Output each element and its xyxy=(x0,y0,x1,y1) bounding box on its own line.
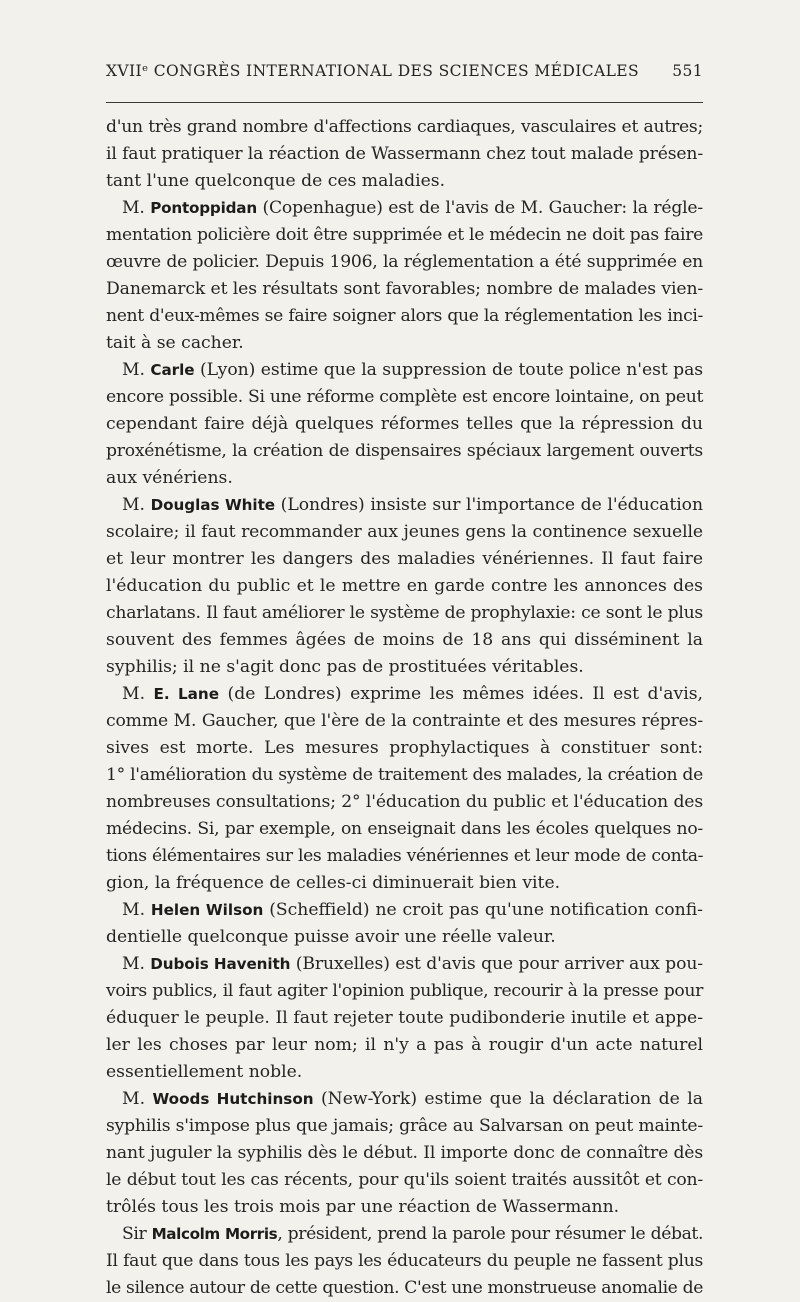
line-text: dentielle quelconque puisse avoir une réelle valeur. xyxy=(106,927,556,947)
line-text: cependant faire déjà quelques réformes telles que la répression du xyxy=(106,414,703,434)
line-text: voirs publics, il faut agiter l'opinion publique, recourir à la presse pour xyxy=(106,981,703,1001)
text-line xyxy=(106,1248,703,1275)
running-title: XVIIᵉ CONGRÈS INTERNATIONAL DES SCIENCES MÉDICALES xyxy=(106,62,640,80)
text-line xyxy=(106,1005,703,1032)
line-text: ler les choses par leur nom; il n'y a pas à rougir d'un acte naturel xyxy=(106,1035,703,1055)
line-text: aux vénériens. xyxy=(106,468,233,488)
line-text: 1° l'amélioration du système de traitement des malades, la création de xyxy=(106,765,704,785)
text-line xyxy=(106,573,703,600)
text-line xyxy=(106,141,703,168)
line-text: proxénétisme, la création de dispensaires spéciaux largement ouverts xyxy=(106,441,703,461)
speaker-name: Carle xyxy=(150,361,195,379)
line-text: (Londres) insiste sur l'importance de l'éducation xyxy=(275,495,703,515)
text-line xyxy=(106,924,703,951)
text-line xyxy=(106,492,703,519)
line-text: et leur montrer les dangers des maladies vénériennes. Il faut faire xyxy=(106,549,703,569)
line-text: (New-York) estime que la déclaration de la xyxy=(313,1089,703,1109)
line-text: médecins. Si, par exemple, on enseignait dans les écoles quelques no- xyxy=(106,819,703,839)
text-line xyxy=(106,357,703,384)
text-line xyxy=(106,1194,703,1221)
speaker-title: M. xyxy=(122,900,151,920)
text-line xyxy=(106,708,703,735)
speaker-title: M. xyxy=(122,1089,153,1109)
line-text: Danemarck et les résultats sont favorables; nombre de malades vien- xyxy=(106,279,704,299)
line-text: nombreuses consultations; 2° l'éducation du public et l'éducation des xyxy=(106,792,703,812)
line-text: Il faut que dans tous les pays les éducateurs du peuple ne fassent plus xyxy=(106,1251,703,1271)
text-line xyxy=(106,222,703,249)
line-text: d'un très grand nombre d'affections cardiaques, vasculaires et autres; xyxy=(106,117,703,137)
line-text: trôlés tous les trois mois par une réaction de Wassermann. xyxy=(106,1197,620,1217)
text-line xyxy=(106,1059,703,1086)
line-text: (Lyon) estime que la suppression de toute police n'est pas xyxy=(194,360,704,380)
line-text: syphilis; il ne s'agit donc pas de prostituées véritables. xyxy=(106,657,584,677)
text-line xyxy=(106,843,703,870)
text-line xyxy=(106,735,703,762)
text-line xyxy=(106,1221,703,1248)
line-text: tant l'une quelconque de ces maladies. xyxy=(106,171,446,191)
text-line xyxy=(106,816,703,843)
speaker-title: M. xyxy=(122,198,151,218)
line-text: le début tout les cas récents, pour qu'ils soient traités aussitôt et con- xyxy=(106,1170,703,1190)
line-text: tait à se cacher. xyxy=(106,333,244,353)
text-line xyxy=(106,870,703,897)
text-line xyxy=(106,384,703,411)
text-line xyxy=(106,1086,703,1113)
text-line xyxy=(106,762,703,789)
line-text: le silence autour de cette question. C'est une monstrueuse anomalie de xyxy=(106,1278,703,1298)
line-text: il faut pratiquer la réaction de Wassermann chez tout malade présen- xyxy=(106,144,703,164)
line-text: scolaire; il faut recommander aux jeunes gens la continence sexuelle xyxy=(106,522,703,542)
line-text: essentiellement noble. xyxy=(106,1062,303,1082)
text-line xyxy=(106,654,703,681)
line-text: œuvre de policier. Depuis 1906, la réglementation a été supprimée en xyxy=(106,252,703,272)
speaker-title: Sir xyxy=(122,1224,152,1244)
line-text: tions élémentaires sur les maladies vénériennes et leur mode de conta- xyxy=(106,846,703,866)
line-text: (Copenhague) est de l'avis de M. Gaucher: la régle- xyxy=(256,198,703,218)
text-line xyxy=(106,114,703,141)
text-line xyxy=(106,276,703,303)
text-line xyxy=(106,411,703,438)
line-text: l'éducation du public et le mettre en garde contre les annonces des xyxy=(106,576,703,596)
text-line xyxy=(106,519,703,546)
speaker-name: Helen Wilson xyxy=(150,901,264,919)
text-line xyxy=(106,249,703,276)
speaker-name: Douglas White xyxy=(150,496,276,514)
text-line xyxy=(106,627,703,654)
text-line xyxy=(106,303,703,330)
text-line xyxy=(106,1032,703,1059)
body-text xyxy=(106,114,703,1302)
running-header xyxy=(106,62,703,80)
speaker-title: M. xyxy=(122,684,154,704)
text-line xyxy=(106,1275,703,1302)
speaker-name: Woods Hutchinson xyxy=(152,1090,314,1108)
line-text: souvent des femmes âgées de moins de 18 ans qui disséminent la xyxy=(106,630,703,650)
text-line xyxy=(106,330,703,357)
text-line xyxy=(106,789,703,816)
text-line xyxy=(106,897,703,924)
text-line xyxy=(106,195,703,222)
header-rule xyxy=(106,102,703,103)
line-text: mentation policière doit être supprimée et le médecin ne doit pas faire xyxy=(106,225,703,245)
speaker-name: Dubois Havenith xyxy=(150,955,291,973)
line-text: nent d'eux-mêmes se faire soigner alors que la réglementation les inci- xyxy=(106,306,703,326)
text-line xyxy=(106,168,703,195)
speaker-name: E. Lane xyxy=(153,685,220,703)
text-line xyxy=(106,1113,703,1140)
text-line xyxy=(106,978,703,1005)
line-text: gion, la fréquence de celles-ci diminuerait bien vite. xyxy=(106,873,561,893)
line-text: , président, prend la parole pour résumer le débat. xyxy=(277,1224,704,1244)
text-line xyxy=(106,546,703,573)
line-text: éduquer le peuple. Il faut rejeter toute pudibonderie inutile et appe- xyxy=(106,1008,703,1028)
text-line xyxy=(106,438,703,465)
line-text: nant juguler la syphilis dès le début. Il importe donc de connaître dès xyxy=(106,1143,703,1163)
page-number: 551 xyxy=(672,62,703,80)
line-text: syphilis s'impose plus que jamais; grâce au Salvarsan on peut mainte- xyxy=(106,1116,703,1136)
line-text: sives est morte. Les mesures prophylactiques à constituer sont: xyxy=(106,738,703,758)
text-line xyxy=(106,1167,703,1194)
line-text: (de Londres) exprime les mêmes idées. Il est d'avis, xyxy=(219,684,703,704)
text-line xyxy=(106,465,703,492)
text-line xyxy=(106,600,703,627)
line-text: (Bruxelles) est d'avis que pour arriver aux pou- xyxy=(290,954,703,974)
line-text: charlatans. Il faut améliorer le système de prophylaxie: ce sont le plus xyxy=(106,603,703,623)
speaker-name: Malcolm Morris xyxy=(151,1225,278,1243)
line-text: encore possible. Si une réforme complète est encore lointaine, on peut xyxy=(106,387,704,407)
speaker-title: M. xyxy=(122,954,151,974)
speaker-title: M. xyxy=(122,495,151,515)
text-line xyxy=(106,1140,703,1167)
speaker-title: M. xyxy=(122,360,151,380)
line-text: comme M. Gaucher, que l'ère de la contrainte et des mesures répres- xyxy=(106,711,703,731)
text-line xyxy=(106,951,703,978)
speaker-name: Pontoppidan xyxy=(150,199,257,217)
line-text: (Scheffield) ne croit pas qu'une notification confi- xyxy=(263,900,703,920)
text-line xyxy=(106,681,703,708)
